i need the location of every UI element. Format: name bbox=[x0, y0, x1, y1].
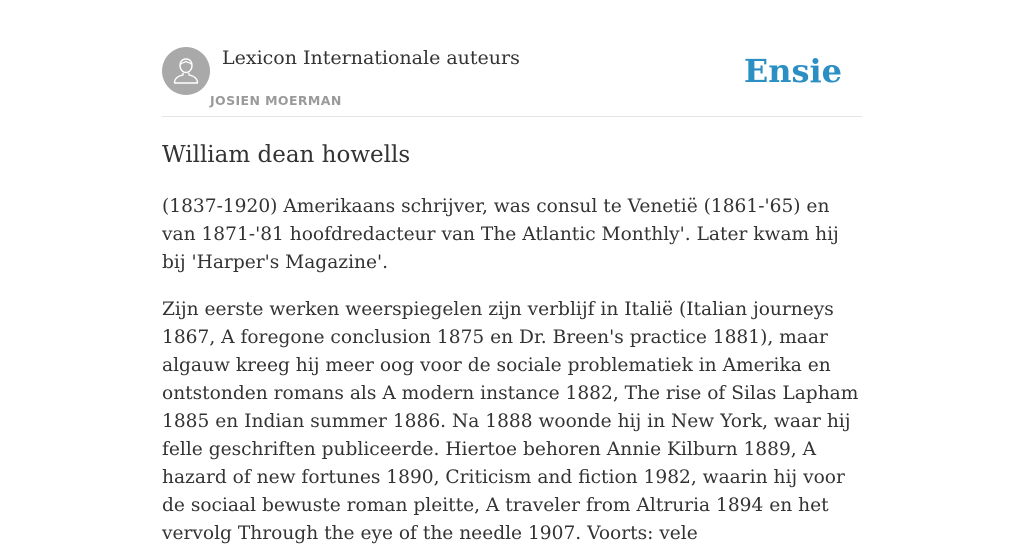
lexicon-title[interactable]: Lexicon Internationale auteurs bbox=[222, 47, 520, 69]
author-name[interactable]: JOSIEN MOERMAN bbox=[210, 93, 342, 108]
article-title: William dean howells bbox=[162, 142, 411, 168]
article-paragraph-2: Zijn eerste werken weerspiegelen zijn verblijf in Italië (Italian journeys 1867, A foregone conclusion 1875 en Dr. Breen's practice 1881), maar algauw kreeg hij meer oog voor de sociale problematiek in Amerika en ontstonden romans als A modern instance 1882, The rise of Silas Lapham 1885 en Indian summer 1886. Na 1888 woonde hij in New York, waar hij felle geschriften publiceerde. Hiertoe behoren Annie Kilburn 1889, A hazard of new fortunes 1890, Criticism and fiction 1982, waarin hij voor de sociaal bewuste roman pleitte, A traveler from Altruria 1894 en het vervolg Through the eye of the needle 1907. Voorts: vele bbox=[162, 299, 859, 544]
brand-logo[interactable]: Ensie bbox=[743, 52, 842, 90]
article bbox=[162, 140, 862, 548]
article-paragraph-1: (1837-1920) Amerikaans schrijver, was consul te Venetië (1861-'65) en van 1871-'81 hoofdredacteur van The Atlantic Monthly'. Later kwam hij bij 'Harper's Magazine'. bbox=[162, 196, 839, 273]
header bbox=[162, 46, 862, 117]
author-avatar[interactable] bbox=[162, 47, 210, 95]
user-silhouette-icon bbox=[162, 47, 210, 95]
